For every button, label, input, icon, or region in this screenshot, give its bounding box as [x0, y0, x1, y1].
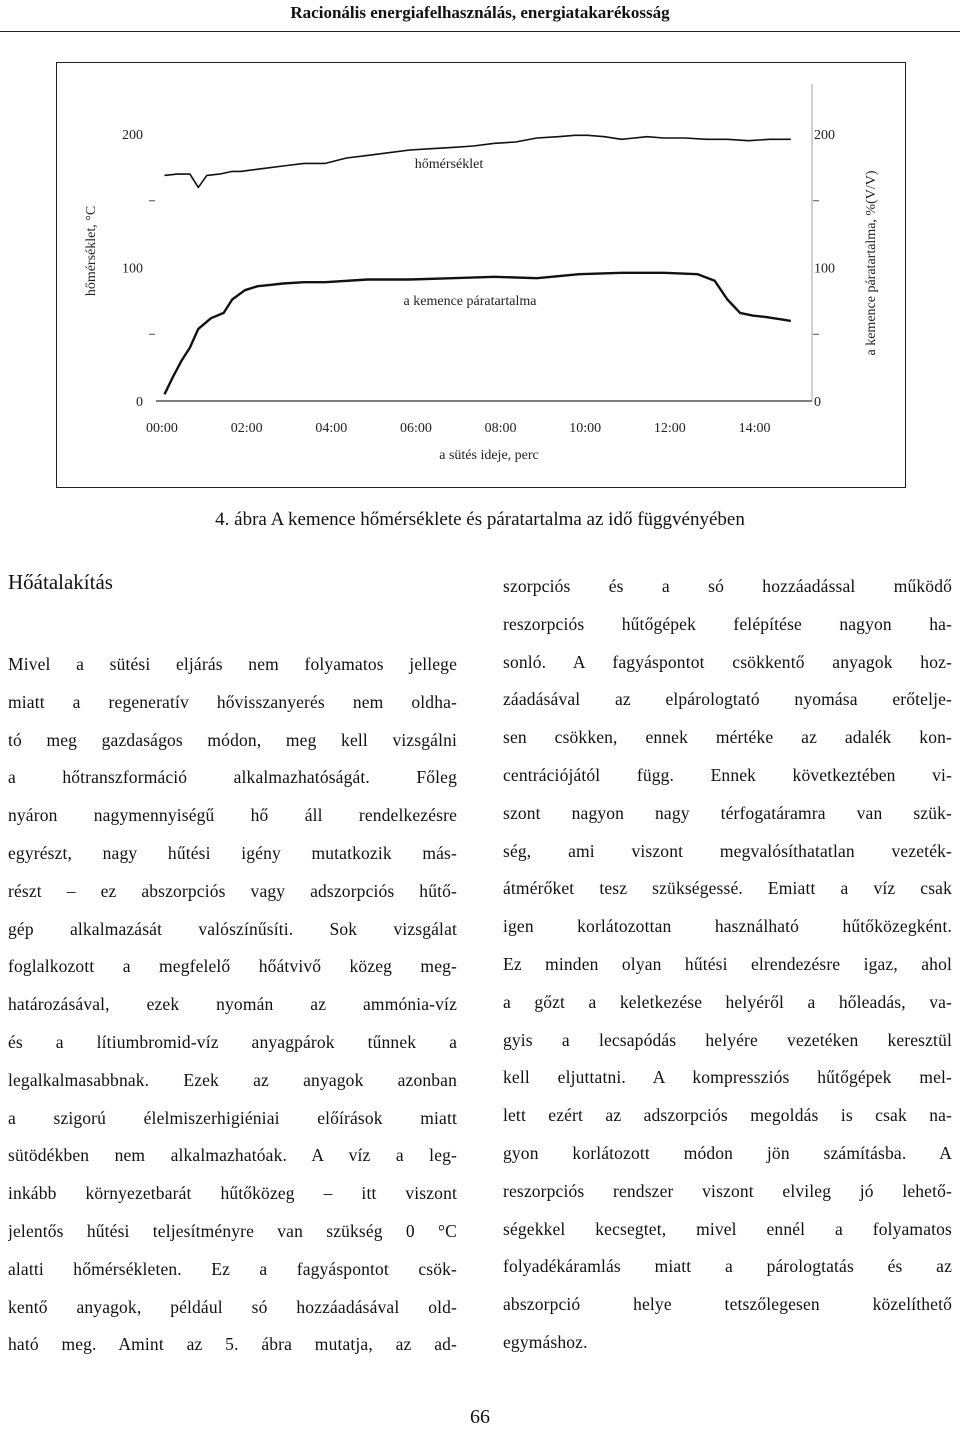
text-line: a gőzt a keletkezése helyéről a hőleadás, va- — [503, 991, 952, 1012]
x-axis-label: a sütés ideje, perc — [439, 448, 539, 463]
text-line: miatt a regeneratív hővisszanyerés nem oldha- — [8, 691, 457, 712]
x-tick-label: 12:00 — [653, 421, 686, 436]
x-tick-label: 02:00 — [230, 421, 263, 436]
text-line: ható meg. Amint az 5. ábra mutatja, az ad- — [8, 1334, 457, 1355]
series-label-humidity: a kemence páratartalma — [403, 294, 537, 309]
text-line: centrációjától függ. Ennek következtében vi- — [503, 764, 952, 785]
series-line-humidity — [165, 273, 791, 395]
y-axis-label-left: hőmérséklet, °C — [84, 205, 99, 297]
y-axis-label-right: a kemence páratartalma, %(V/V) — [864, 170, 879, 356]
text-line: lett ezért az adszorpciós megoldás is csak na- — [503, 1105, 952, 1126]
y-tick-label-right: 100 — [814, 261, 835, 277]
page-number: 66 — [470, 1406, 490, 1428]
text-line: reszorpciós hűtőgépek felépítése nagyon ha- — [503, 613, 952, 634]
header-rule — [0, 31, 960, 32]
text-line: legalkalmasabbnak. Ezek az anyagok azonban — [8, 1069, 457, 1090]
text-line: sonló. A fagyáspontot csökkentő anyagok hoz- — [503, 651, 952, 672]
text-line: tó meg gazdaságos módon, meg kell vizsgálni — [8, 729, 457, 750]
text-line: egyrészt, nagy hűtési igény mutatkozik más- — [8, 842, 457, 863]
text-line: Mivel a sütési eljárás nem folyamatos jellege — [8, 654, 457, 674]
text-line: folyadékáramlás miatt a párologtatás és az — [503, 1256, 952, 1277]
x-tick-label: 00:00 — [146, 421, 178, 436]
text-line: reszorpciós rendszer viszont elvileg jó lehető- — [503, 1180, 952, 1201]
text-line: foglalkozott a megfelelő hőátvivő közeg meg- — [8, 956, 457, 977]
text-line: alatti hőmérsékleten. Ez a fagyáspontot csök- — [8, 1258, 457, 1279]
y-tick-label-left: 0 — [136, 395, 143, 410]
x-tick-label: 08:00 — [484, 421, 517, 436]
text-line: kentő anyagok, például só hozzáadásával old- — [8, 1296, 457, 1317]
section-title: Hőátalakítás — [8, 570, 113, 594]
y-tick-label-right: 200 — [814, 128, 835, 143]
text-line: gyis a lecsapódás helyére vezetéken keresztül — [503, 1029, 952, 1050]
x-tick-label: 14:00 — [738, 421, 771, 436]
series-label-temperature: hőmérséklet — [414, 157, 484, 172]
x-tick-label: 10:00 — [569, 421, 602, 436]
text-line: sütödékben nem alkalmazhatóak. A víz a leg- — [8, 1145, 457, 1166]
text-line: gyon korlátozott módon jön számításba. A — [503, 1142, 952, 1163]
text-line: nyáron nagymennyiségű hő áll rendelkezésre — [8, 805, 457, 826]
oven-chart — [57, 63, 907, 489]
text-line: abszorpció helye tetszőlegesen közelíthető — [503, 1294, 952, 1315]
text-line: Ez minden olyan hűtési elrendezésre igaz, ahol — [503, 953, 952, 974]
text-line: gép alkalmazását valószínűsíti. Sok vizsgálat — [8, 918, 457, 939]
text-line: a szigorú élelmiszerhigiéniai előírások miatt — [8, 1107, 457, 1128]
text-line: kell eljuttatni. A kompressziós hűtőgépek mel- — [503, 1067, 952, 1088]
x-tick-label: 04:00 — [315, 421, 348, 436]
text-line: záadásával az elpárologtató nyomása erőtelje- — [503, 689, 952, 710]
text-line: részt – ez abszorpciós vagy adszorpciós hűtő- — [8, 880, 457, 901]
text-column-left — [8, 646, 457, 1364]
x-tick-label: 06:00 — [399, 421, 432, 436]
text-line: sen csökken, ennek mértéke az adalék kon- — [503, 727, 952, 748]
text-line: ség, ami viszont megvalósíthatatlan vezeték- — [503, 840, 952, 861]
text-line: egymáshoz. — [503, 1331, 588, 1352]
text-column-right — [503, 568, 952, 1362]
text-line: határozásával, ezek nyomán az ammónia-víz — [8, 994, 457, 1015]
y-tick-label-left: 100 — [122, 261, 143, 277]
text-line: átmérőket tesz szükségessé. Emiatt a víz csak — [503, 878, 952, 899]
y-tick-label-left: 200 — [122, 128, 143, 143]
text-line: inkább környezetbarát hűtőközeg – itt viszont — [8, 1183, 457, 1204]
y-tick-label-right: 0 — [814, 395, 821, 410]
running-header: Racionális energiafelhasználás, energiatakarékosság — [290, 3, 670, 22]
figure-frame — [56, 62, 906, 488]
text-line: szorpciós és a só hozzáadással működő — [503, 576, 952, 596]
text-line: igen korlátozottan használható hűtőközegként. — [503, 916, 952, 937]
figure-caption: 4. ábra A kemence hőmérséklete és páratartalma az idő függvényében — [215, 509, 745, 530]
text-line: jelentős hűtési teljesítményre van szükség 0 °C — [8, 1220, 457, 1241]
text-line: és a lítiumbromid-víz anyagpárok tűnnek a — [8, 1031, 457, 1052]
text-line: ségekkel kecsegtet, mivel ennél a folyamatos — [503, 1218, 952, 1239]
text-line: szont nagyon nagy térfogatáramra van szük- — [503, 802, 952, 823]
text-line: a hőtranszformáció alkalmazhatóságát. Főleg — [8, 767, 457, 788]
